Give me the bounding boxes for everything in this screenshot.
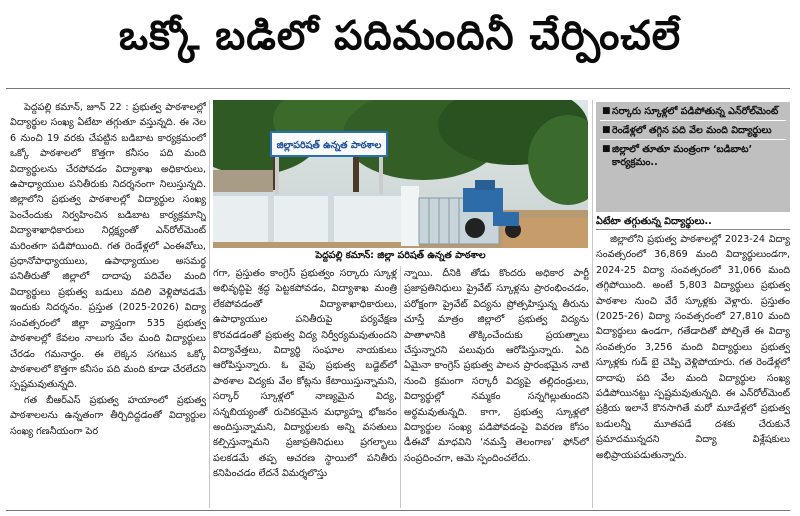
column-divider (592, 100, 593, 508)
column-divider (400, 266, 401, 508)
article-paragraph: న్నాయి. దీనికి తోడు కొందరు అధికార పార్టీ ప్రజాప్రతినిధులు ప్రైవేట్ స్కూళ్లను ప్రారంభించడం, పరోక్షంగా ప్రైవేట్ విద్యను ప్రోత్సహిస్తున్న తీరును చూస్తే మాత్రం జిల్లాలో ప్రభుత్వ విద్యను పాతాళానికి తొక్కించేందుకు ప్రయత్నాలు చేస్తున్నారని పలువురు ఆరోపిస్తున్నారు. ఏది ఏమైనా కాంగ్రెస్ ప్రభుత్వ పాలన ప్రారంభమైన నాటి నుంచి క్రమంగా సర్కారీ విద్యపై తల్లిదండ్రులు, విద్యార్థుల్లో నమ్మకం సన్నగిల్లుతుందని అర్థమవుతున్నది. కాగా, ప్రభుత్వ స్కూళ్లలో విద్యార్థుల సంఖ్య పడిపోవడంపై వివరణ కోసం డీఈవో మాధవిని ‘నమస్తే తెలంగాణ’ ఫోన్‌లో సంప్రదించగా, ఆమె స్పందించలేదు. (404, 268, 589, 464)
headline (0, 0, 800, 82)
highlights-box (596, 102, 790, 212)
bullet-icon: ■ (602, 144, 611, 154)
article-paragraph: గత బీఆర్ఎస్ ప్రభుత్వ హయాంలో ప్రభుత్వ పాఠశాలలను ఉన్నతంగా తీర్చిదిద్దడంతో విద్యార్థుల సంఖ్య గణనీయంగా పెర (10, 394, 206, 437)
highlight-text: సర్కారు స్కూళ్లలో పడిపోతున్న ఎన్‌రోల్‌మెంట్ (612, 106, 779, 117)
section-subhead: ఏటేటా తగ్గుతున్న విద్యార్థులు.. (596, 215, 790, 230)
headline-text: ఒక్కో బడిలో పదిమందినీ చేర్పించలే (118, 13, 682, 59)
highlight-text: రెండేళ్లలో తగ్గిన పది వేల మంది విద్యార్థులు (612, 125, 772, 136)
article-paragraph: గగా, ప్రస్తుతం కాంగ్రెస్ ప్రభుత్వం సర్కారు స్కూళ్ల అభివృద్ధిపై శ్రద్ధ పెట్టకపోవడం, విద్యాశాఖ మంత్రి లేకపోవడంతో విద్యాశాఖాధికారులు, ఉపాధ్యాయుల పనితీరుపై పర్యవేక్షణ కొరవడడంతో ప్రభుత్వ విద్య నిర్వీర్యమవుతుందని విద్యావేత్తలు, విద్యార్థి సంఘాల నాయకులు ఆరోపిస్తున్నారు. ఓ వైపు ప్రభుత్వ బడ్జెట్‌లో పాఠశాల విద్యకు వేల కోట్లను కేటాయిస్తున్నామని, సర్కార్ స్కూళ్లలో నాణ్యమైన విద్య, సన్నబియ్యంతో రుచికరమైన మధ్యాహ్న భోజనం అందిస్తున్నామని, విద్యార్థులకు అన్ని వసతులు కల్పిస్తున్నామని ప్రజాప్రతినిధులు ప్రగల్భాలు పలకడమే తప్ప ఆచరణ స్థాయిలో పనితీరు కనిపించడం లేదనే విమర్శలొస్తు (213, 268, 397, 480)
highlight-item (596, 140, 790, 171)
headline-rule (6, 88, 790, 89)
bullet-icon: ■ (602, 125, 611, 135)
highlight-item (596, 102, 790, 120)
column-divider (209, 100, 210, 508)
highlight-item (596, 121, 790, 139)
bullet-icon: ■ (602, 106, 611, 116)
article-column-3 (404, 266, 589, 508)
highlight-text: జిల్లాలో తూతూ మంత్రంగా ‘బడిబాట’ కార్యక్రమం.. (612, 144, 753, 168)
photo-caption: పెద్దపల్లి కమాన్‌: జిల్లా పరిషత్ ఉన్నత పాఠశాల (315, 250, 486, 261)
article-paragraph: పెద్దపల్లి కమాన్‌, జూన్ 22 : ప్రభుత్వ పాఠశాలల్లో విద్యార్థుల సంఖ్య ఏటేటా తగ్గుతూ వస్తున్నది. ఈ నెల 6 నుంచి 19 వరకు చేపట్టిన బడిబాట కార్యక్రమంలో ఒక్కో పాఠశాలలో కొత్తగా కనీసం పది మంది విద్యార్థులను చేరపోవడం విద్యాశాఖ అధికారులు, ఉపాధ్యాయుల పనితీరుకు నిదర్శనంగా నిలుస్తున్నది. జిల్లాలోని ప్రభుత్వ పాఠశాలల్లో విద్యార్థుల సంఖ్య పెంచేందుకు నిర్వహించిన బడిబాట కార్యక్రమాన్ని విద్యాశాఖాధికారులు నిర్లక్ష్యంతో ఎన్‌రోల్‌మెంట్ మరింతగా పడిపోయింది. గత రెండేళ్లలో ఎంఈవోలు, ప్రధానోపాధ్యాయులు, ఉపాధ్యాయుల అసమర్థ పనితీరుతో జిల్లాలో దాదాపు పదివేల మంది విద్యార్థులు ప్రభుత్వ బడులు వదిలి వెళ్లిపోవడమే ఇందుకు నిదర్శనం. ప్రస్తుత (2025-2026) విద్యా సంవత్సరంలో జిల్లా వ్యాప్తంగా 535 ప్రభుత్వ పాఠశాలల్లో కేవలం నాలుగు వేల మంది విద్యార్థులు చేరడం గమనార్హం. ఈ లెక్కన సగటున ఒక్కో పాఠశాలలో కొత్తగా కనీసం పది మంది కూడా చేరలేదని స్పష్టమవుతున్నది. (10, 102, 206, 391)
article-paragraph: జిల్లాలోని ప్రభుత్వ పాఠశాలల్లో 2023-24 విద్యా సంవత్సరంలో 36,869 మంది విద్యార్థులుండగా, 2024-25 విద్యా సంవత్సరంలో 31,066 మంది తగ్గిపోయింది. అంటే 5,803 విద్యార్థులు ప్రభుత్వ పాఠశాల నుంచి వేరే స్కూళ్లకు వెళ్లారు. ప్రస్తుతం (2025-26) విద్యా సంవత్సరంలో 27,810 మంది విద్యార్థులు ఉండగా, గతేడాదితో పోల్చితే ఈ విద్యా సంవత్సరం 3,256 మంది విద్యార్థులు ప్రభుత్వ స్కూళ్లకు గుడ్ బై చెప్పి వెళ్లిపోయారు. గత రెండేళ్లలో దాదాపు పది వేల మంది విద్యార్థుల సంఖ్య పడిపోయినట్టు స్పష్టమవుతున్నది. ఈ ఎన్‌రోల్‌మెంట్ ప్రక్రియ ఇలానే కొనసాగితే మరో మూడేళ్లలో ప్రభుత్వ బడులన్నీ మూతపడే దశకు చేరుకునే ప్రమాదమున్నదని విద్యా విశ్లేషకులు అభిప్రాయపడుతున్నారు. (596, 234, 790, 461)
school-photo (213, 100, 588, 248)
article-column-4 (596, 232, 790, 508)
bottom-rule (6, 510, 790, 511)
article-column-1 (10, 100, 206, 508)
article-column-2 (213, 266, 397, 508)
signboard-text: జిల్లాపరిషత్ ఉన్నత పాఠశాల (276, 140, 382, 151)
